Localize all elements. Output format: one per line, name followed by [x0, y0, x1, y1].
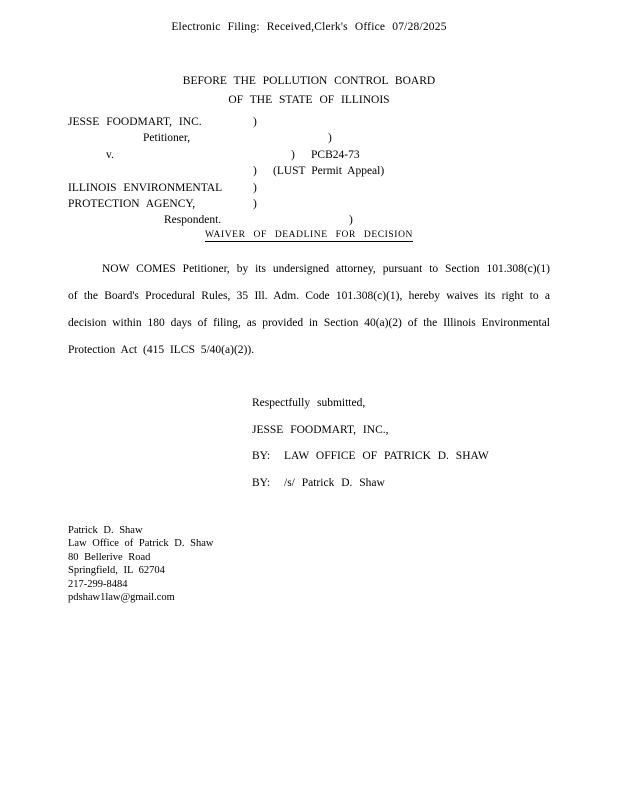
- caption-party: Petitioner,: [143, 132, 191, 145]
- signature-person-row: [252, 470, 489, 497]
- caption-party: ILLINOIS ENVIRONMENTAL: [68, 181, 223, 194]
- case-caption: [68, 114, 548, 229]
- caption-party: PROTECTION AGENCY,: [68, 198, 196, 211]
- caption-party: v.: [106, 148, 114, 161]
- signature-person: /s/ Patrick D. Shaw: [284, 476, 385, 489]
- caption-paren: ): [253, 116, 257, 128]
- contact-address-line2: Springfield, IL 62704: [68, 565, 165, 577]
- caption-party: JESSE FOODMART, INC.: [68, 116, 202, 128]
- caption-row: [68, 180, 548, 196]
- signature-firm: LAW OFFICE OF PATRICK D. SHAW: [284, 450, 489, 462]
- caption-case-type: (LUST Permit Appeal): [273, 165, 385, 178]
- efiling-stamp: Electronic Filing: Received,Clerk's Office 07/28/2025: [171, 21, 447, 33]
- signature-firm-row: [252, 443, 489, 470]
- court-header-line2: OF THE STATE OF ILLINOIS: [228, 94, 390, 106]
- body-paragraph: NOW COMES Petitioner, by its undersigned attorney, pursuant to Section 101.308(c)(1) of the Board's Procedural Rules, 35 Ill. Adm. Code 101.308(c)(1), hereby waives its right to a decision within 180 days of filing, as provided in Section 40(a)(2) of the Illinois Environmental Protection Act (415 ILCS 5/40(a)(2)).: [68, 263, 550, 356]
- signature-party: JESSE FOODMART, INC.,: [252, 423, 389, 436]
- document-title: [0, 230, 618, 240]
- caption-row: [68, 130, 548, 146]
- caption-paren: ): [253, 165, 257, 178]
- contact-email: pdshaw1law@gmail.com: [68, 592, 175, 604]
- caption-paren: ): [349, 214, 353, 227]
- caption-paren: ): [253, 198, 257, 211]
- caption-paren: ): [291, 148, 295, 161]
- caption-paren: ): [253, 181, 257, 194]
- court-header-line1: BEFORE THE POLLUTION CONTROL BOARD: [182, 75, 436, 87]
- contact-address-line1: 80 Bellerive Road: [68, 551, 151, 563]
- caption-row: [68, 163, 548, 179]
- contact-block: [68, 524, 213, 604]
- document-title-text: WAIVER OF DEADLINE FOR DECISION: [204, 230, 413, 240]
- document-body: [68, 256, 550, 364]
- caption-paren: ): [328, 132, 332, 145]
- caption-row: [68, 212, 548, 228]
- caption-row: [68, 196, 548, 212]
- court-header: [0, 72, 618, 110]
- caption-row: [68, 114, 548, 130]
- signature-by-label-2: BY:: [252, 476, 271, 489]
- caption-row: [68, 147, 548, 163]
- contact-name: Patrick D. Shaw: [68, 525, 143, 536]
- contact-firm: Law Office of Patrick D. Shaw: [68, 538, 214, 550]
- caption-case-number: PCB24-73: [311, 148, 360, 161]
- signature-block: [252, 390, 489, 496]
- caption-party: Respondent.: [164, 214, 222, 227]
- signature-respectfully: Respectfully submitted,: [252, 397, 366, 409]
- signature-by-label: BY:: [252, 450, 271, 462]
- contact-phone: 217-299-8484: [68, 578, 128, 590]
